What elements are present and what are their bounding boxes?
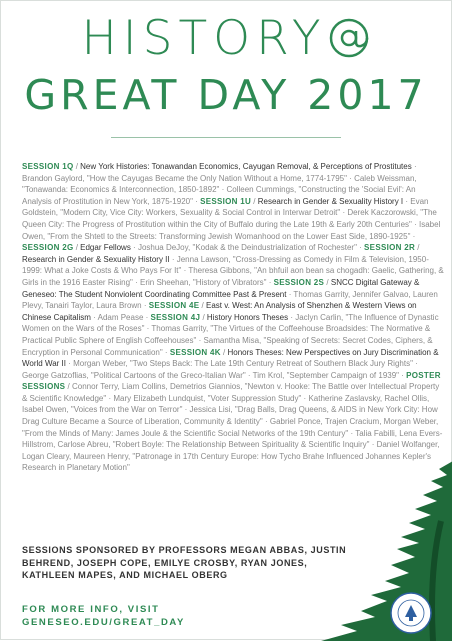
session-item: SESSION 2G / Edgar Fellows · Joshua DeJoy, "Kodak & the Deindustrialization of Rochester" · (22, 243, 362, 253)
session-theme: New York Histories: Tonawandan Economics, Cayugan Removal, & Perceptions of Prostitutes (80, 162, 412, 171)
session-item: SESSION 4J / History Honors Theses · Jaclyn Carlin, "The Influence of Dynastic Women on the Wars of the Roses" · Thomas Garrity, "The Virtues of the Coffeehouse Broadsides: The Normative & Practical Public Sphere of English Coffeehouses" · Samantha Misa, "Speaking of Secrets: Secret Codes, Ciphers, & Encryption in Personal Communication" · (22, 312, 439, 357)
poster-title (1, 13, 451, 119)
at-sign-icon (327, 16, 371, 60)
more-info-label: FOR MORE INFO, VISIT (22, 604, 160, 615)
more-info-url[interactable]: GENESEO.EDU/GREAT_DAY (22, 616, 185, 628)
title-history: HISTORY (81, 11, 327, 66)
session-item: SESSION 4K / Honors Theses: New Perspectives on Jury Discrimination & World War II · Morgan Weber, "Two Steps Back: The Late 19th Century Retreat of Southern Black Jury Rights" · George Gatzoflias, "Political Cartoons of the Greco-Italian War" · Tim Krol, "September Campaign of 1939" · (22, 347, 439, 380)
session-presenters: · Adam Pease · (93, 312, 149, 322)
more-info (22, 604, 282, 629)
session-theme: History Honors Theses (206, 312, 289, 322)
session-item: SESSION 2R / Research in Gender & Sexuality History II · Jenna Lawson, "Cross-Dressing as Comedy in Film & Television, 1950-1999: What a Joke Costs & Who Pays For It" · Theresa Gibbons, "An bhfuil aon bean sa chogadh: Gaelic, Gathering, & Girls in the 1916 Easter Rising" · Erin Sheehan, "History of Vibrators" · (22, 243, 444, 287)
title-divider (111, 137, 341, 138)
session-theme: Research in Gender & Sexuality History II (22, 254, 170, 264)
session-label: SESSION 1Q (22, 162, 74, 171)
session-item: SESSION 1Q / New York Histories: Tonawandan Economics, Cayugan Removal, & Perceptions of Prostitutes · Brandon Gaylord, "How the Cayugas Became the Only Nation Without a Home, 1774-1795" · Caleb Weissman, "Tonawanda: Economics & Interconnection, 1850-1892" · Colleen Cummings, "Constructing the 'Social Evil': An Analysis of Prostitution in New York, 1875-1920" · (22, 162, 417, 206)
session-theme: East v. West: An Analysis of Shenzhen & Western Views on Chinese Capitalism (22, 301, 417, 322)
session-item: SESSION 2S / SNCC Digital Gateway & Geneseo: The Student Nonviolent Coordinating Committee Past & Present · Thomas Garrity, Jennifer Galvao, Lauren Plevy, Tanairi Taylor, Laura Brown · (22, 277, 438, 311)
session-theme: SNCC Digital Gateway & Geneseo: The Student Nonviolent Coordinating Committee Past & Present (22, 277, 420, 299)
college-seal (389, 591, 433, 635)
session-item: SESSION 1U / Research in Gender & Sexuality History I · Evan Goldstein, "Modern City, Vice City: Workers, Sexuality & Social Control in Interwar Detroit" · Derek Kaczorowski, "The Queen City: The Progress of Prostitution within the City of Buffalo during the Late 19th & Early 20th Centuries" · Isabel Owen, "From the Shtetl to the Streets: Transforming Jewish Womanhood on the Lower East Side, 1890-1925" · (22, 196, 441, 241)
session-presenters: Jenna Lawson, "Cross-Dressing as Comedy in Film & Television, 1950-1999: What a Joke Costs & Who Pays For It" · Theresa Gibbons, "An bhfuil aon bean sa chogadh: Gaelic, Gathering, & Girls in the 1916 Easter Rising" · Erin Sheehan, "History of Vibrators" · (22, 254, 444, 287)
sponsors-note: SESSIONS SPONSORED BY PROFESSORS MEGAN ABBAS, JUSTIN BEHREND, JOSEPH COPE, EMILYE CROSBY, RYAN JONES, KATHLEEN MAPES, AND MICHAEL OBERG (22, 545, 347, 580)
title-line-2: GREAT DAY 2017 (24, 71, 428, 119)
title-line-1 (1, 13, 451, 65)
session-label: SESSION 2S (273, 277, 325, 287)
session-presenters: Jaclyn Carlin, "The Influence of Dynastic Women on the Wars of the Roses" · Thomas Garrity, "The Virtues of the Coffeehouse Broadsides: The Normative & Practical Public Sphere of English Coffeehouses" · Samantha Misa, "Speaking of Secrets: Secret Codes, Ciphers, & Encryption in Personal Communication" · (22, 312, 439, 357)
session-label: SESSION 2G (22, 243, 74, 253)
session-presenters: Brandon Gaylord, "How the Cayugas Became the Only Nation Without a Home, 1774-1795" · Caleb Weissman, "Tonawanda: Economics & Interconnection, 1850-1892" · Colleen Cummings, "Constructing the 'Social Evil': An Analysis of Prostitution in New York, 1875-1920" · (22, 173, 417, 206)
session-presenters: Morgan Weber, "Two Steps Back: The Late 19th Century Retreat of Southern Black Jury Rights" · George Gatzoflias, "Political Cartoons of the Greco-Italian War" · Tim Krol, "September Campaign of 1939" · (22, 359, 418, 380)
session-label: SESSION 1U (200, 196, 252, 206)
session-item: POSTER SESSIONS / Connor Terry, Liam Collins, Demetrios Giannios, "Newton v. Hooke: The Battle over Intellectual Property & Scientific Knowledge" · Mary Elizabeth Lundquist, "Voter Suppression Study" · Katherine Zaslavsky, Rachel Ollis, Isabel Owen, "Voices from the War on Terror" · Jessica Lisi, "Drag Balls, Drag Queens, & AIDS in New York City: How Drag Culture Became a Source of Liberation, Community & Identity" · Gabriel Ponce, Trajen Cracium, Morgan Weber, "From the Minds of Many: James Joule & the Scientific Social Networks of the 19th Century" · Talia Fabilli, Lena Evers-Hillstrom, Carlose Abreu, "Robert Boyle: The Relationship Between Spirituality & Scientific Inquiry" · Daniel Wolfanger, Logan Cleary, Maureen Henry, "Patronage in 17th Century Europe: How Tycho Brahe Influenced Johannes Kepler's Research in Planetary Motion" (22, 370, 443, 473)
session-theme: Honors Theses: New Perspectives on Jury Discrimination & World War II (22, 347, 439, 369)
session-label: SESSION 4K (169, 347, 221, 357)
session-presenters: Joshua DeJoy, "Kodak & the Deindustrialization of Rochester" · (137, 243, 362, 253)
session-presenters: · Thomas Garrity, Jennifer Galvao, Lauren Plevy, Tanairi Taylor, Laura Brown · (22, 289, 438, 311)
session-presenters: Evan Goldstein, "Modern City, Vice City: Workers, Sexuality & Social Control in Interwar Detroit" · Derek Kaczorowski, "The Queen City: The Progress of Prostitution within the City of Buffalo during the Late 19th & Early 20th Centuries" · Isabel Owen, "From the Shtetl to the Streets: Transforming Jewish Womanhood on the Lower East Side, 1890-1925" · (22, 196, 441, 241)
session-label: SESSION 4E (148, 301, 200, 311)
session-item: SESSION 4E / East v. West: An Analysis of Shenzhen & Western Views on Chinese Capitalism · Adam Pease · (22, 301, 417, 322)
session-theme: Research in Gender & Sexuality History I (257, 196, 404, 206)
session-theme: Edgar Fellows (80, 243, 131, 253)
session-presenters: Connor Terry, Liam Collins, Demetrios Giannios, "Newton v. Hooke: The Battle over Intellectual Property & Scientific Knowledge" · Mary Elizabeth Lundquist, "Voter Suppression Study" · Katherine Zaslavsky, Rachel Ollis, Isabel Owen, "Voices from the War on Terror" · Jessica Lisi, "Drag Balls, Drag Queens, & AIDS in New York City: How Drag Culture Became a Source of Liberation, Community & Identity" · Gabriel Ponce, Trajen Cracium, Morgan Weber, "From the Minds of Many: James Joule & the Scientific Social Networks of the 19th Century" · Talia Fabilli, Lena Evers-Hillstrom, Carlose Abreu, "Robert Boyle: The Relationship Between Spirituality & Scientific Inquiry" · Daniel Wolfanger, Logan Cleary, Maureen Henry, "Patronage in 17th Century Europe: How Tycho Brahe Influenced Johannes Kepler's Research in Planetary Motion" (22, 382, 443, 473)
session-label: SESSION 4J (150, 312, 201, 322)
session-label: POSTER SESSIONS (22, 370, 441, 392)
session-label: SESSION 2R (364, 243, 416, 253)
